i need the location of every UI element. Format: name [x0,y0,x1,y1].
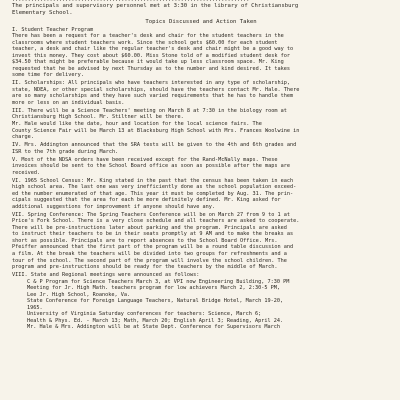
topic-body-line: Pfeiffer announced that the first part of the program will be a round table discussion and [12,244,294,251]
topics-list [12,27,390,331]
topic-title: VIII. State and Regional meetings were announced as follows: [12,272,200,279]
topic-item [12,142,390,155]
meeting-entry-line: Lee Jr. High School, Roanoke, Va. [27,291,131,298]
meeting-entry-line: Meeting for Jr. High Math. teachers program for low achievers March 2, 2:30-5 PM, [27,285,280,292]
topic-item [12,108,390,141]
topic-body-line: high school area. The last one was very inefficiently done as the school population exceed- [12,184,297,191]
topic-body-line: Christiansburg High School. Mr. Stiltner will be there. [12,114,184,121]
topic-title: VI. 1965 School Census: Mr. King stated in the past that the census has been taken in each [12,177,294,184]
meeting-entry-line: Health & Phys. Ed. - March 13; Math, March 20; English April 3; Reading, April 24. [27,317,284,324]
topic-title: II. Scholarships: All principals who have teachers interested in any type of scholarship, [12,80,290,87]
topic-body-line: charge. [12,134,34,141]
topic-body-line: There has been a request for a teacher's desk and chair for the student teachers in the [12,33,284,40]
topic-body-line: ed the number enumerated of that age. This year it must be completed by Aug. 31. The prin- [12,190,294,197]
topics-heading: Topics Discussed and Action Taken [145,18,257,25]
topic-body-line: more or less on an individual basis. [12,100,125,106]
topic-title: V. Most of the NDSA orders have been received except for the Rand-McNally maps. These [12,156,278,163]
topic-body-line: teacher, a desk and chair like the regular teacher's desk and chair might be a good way to [12,46,294,53]
topic-body-line: County Science Fair will be March 13 at Blacksburg High School with Mrs. Frances Woolwine in [12,127,300,134]
intro-line: The principals and supervisory personnel met at 3:30 in the library of Christiansburg [12,3,299,9]
topic-body-line: $34.50 that might be preferable because it would take up less classroom space. Mr. King [12,59,284,66]
topic-item [12,27,390,79]
page-bottom-edge [0,396,400,400]
meeting-entry-line: State Conference for Foreign Language Teachers, Natural Bridge Hotel, March 19-20, [27,298,284,305]
topic-body-line: There will be pre-instructions later about parking and the program. Principals are asked [12,224,287,231]
topic-body-line: tour of the school. The second part of the program will involve the school children. The [12,257,287,264]
topic-item [12,178,390,211]
topic-item [12,212,390,271]
topic-body-line: invest this money. They cost about $60.00. Miss Stone told of a modified student desk for [12,52,290,59]
topic-body-line: classrooms where student teachers work. Since the school gets $60.00 for each student [12,39,278,46]
topic-body-line: short as possible. Principals are to report absences to the School Board Office. Mrs. [12,237,278,244]
topic-body-line: received. [12,169,41,176]
topic-body-line: ISR to the 7th grade during March. [12,148,119,155]
meeting-entry-line: 1965. [27,304,43,311]
topic-title: VII. Spring Conference: The Spring Teachers Conference will be on March 27 from 9 to 1 at [12,211,290,218]
topic-title: IV. Mrs. Addington announced that the SRA tests will be given to the 4th and 6th grades and [12,142,297,149]
cut-off-top-line: ............................................................................ [12,0,250,3]
topic-item [12,157,390,177]
topic-body-line: cipals suggested that the area for each be more definitely defined. Mr. King asked for [12,197,281,204]
meeting-entry-line: Mr. Hale & Mrs. Addington will be at State Dept. Conference for Supervisors March [27,324,280,331]
topic-body-line: program and pre-instructions should be ready for the teachers by the middle of March. [12,264,278,271]
intro-line: Elementary School. [12,9,73,16]
topic-body-line: Price's Fork School. There is a very close schedule and all teachers are asked to cooperate. [12,218,300,225]
topic-body-line: are so many scholarships and they have such varied requirements that he has to handle them [12,93,294,100]
meeting-entry-line: C & P Program for Science Teachers March 3, at VPI now Engineering Building, 7:30 PM [27,278,290,285]
topic-item [12,272,390,331]
topic-body-line: some time for delivery. [12,72,84,79]
topic-title: III. There will be a Science Teachers' meeting on March 8 at 7:30 in the biology room at [12,107,287,114]
meeting-entry-line: University of Virginia Saturday conferences for teachers: Science, March 6; [27,311,262,318]
topic-body-line: additional suggestions for improvement if anyone should have any. [12,203,216,210]
topic-body-line: a film. At the break the teachers will be divided into two groups for refreshments and a [12,250,287,257]
topic-item [12,80,390,106]
topic-body-line: requested that he be advised by next Thursday as to the number and kind desired. It takes [12,65,290,72]
topic-body-line: to instruct their teachers to be in their seats promptly at 9 AM and to make the breaks as [12,231,294,238]
topic-title: I. Student Teacher Program [12,26,94,33]
topic-body-line: state, NDEA, or other special scholarships, should have the teachers contact Mr. Hale. There [12,86,300,93]
topic-body-line: Mr. Hale would like the date, hour and location for the local science fairs. The [12,121,262,128]
topic-body-line: invoices should be sent to the School Board office as soon as possible after the maps are [12,163,290,170]
intro-paragraph [12,3,390,17]
